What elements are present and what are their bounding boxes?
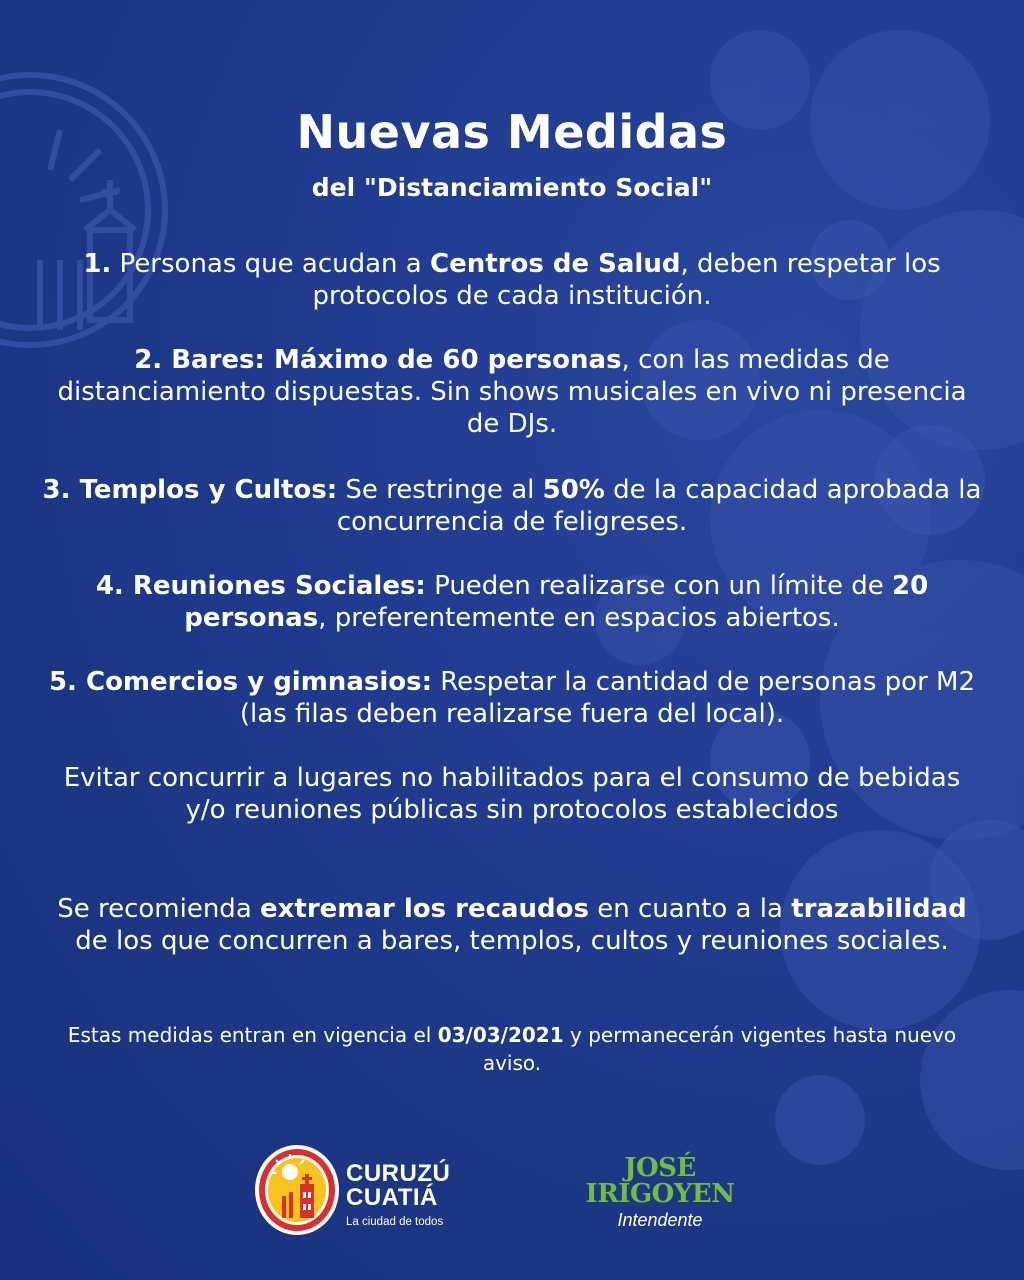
page-title: Nuevas Medidas: [296, 105, 728, 159]
measure-heading: 4. Reuniones Sociales:: [95, 571, 426, 601]
measure-item-2: [40, 344, 984, 440]
measure-highlight: 20 personas: [184, 571, 929, 633]
measure-heading: 2. Bares: Máximo de 60 personas: [134, 345, 622, 375]
recommendation-highlight: extremar los recaudos: [260, 894, 589, 924]
measure-highlight: Centros de Salud: [430, 249, 681, 279]
measure-text: Personas que acudan a: [111, 249, 430, 279]
recommendation-text: [40, 893, 984, 957]
measure-text: , con las medidas de distanciamiento dispuestas. Sin shows musicales en vivo ni presencia de DJs.: [57, 345, 967, 439]
note-part: y permanecerán vigentes hasta nuevo aviso.: [482, 1023, 957, 1075]
page-subtitle: del "Distanciamiento Social": [311, 173, 713, 202]
city-brand: [346, 1162, 450, 1230]
measure-item-3: [40, 474, 984, 538]
note-part: Estas medidas entran en vigencia el: [67, 1023, 438, 1047]
mayor-role: Intendente: [617, 1210, 703, 1230]
measure-item-4: [40, 570, 984, 634]
recommendation-part: Se recomienda: [57, 894, 261, 924]
mayor-signature: [560, 1155, 760, 1231]
measure-text: Pueden realizarse con un límite de: [425, 571, 892, 601]
city-name-line2: CUATIÁ: [346, 1184, 438, 1211]
validity-note: [60, 1021, 964, 1077]
measure-item-5: [40, 666, 984, 730]
warning-text: Evitar concurrir a lugares no habilitados para el consumo de bebidas y/o reuniones públicas sin protocolos establecidos: [63, 763, 961, 825]
measure-number: 1.: [83, 249, 112, 279]
effective-date: 03/03/2021: [437, 1023, 564, 1047]
city-name-line1: CURUZÚ: [346, 1160, 451, 1187]
recommendation-part: de los que concurren a bares, templos, cultos y reuniones sociales.: [75, 926, 949, 956]
recommendation-part: en cuanto a la: [589, 894, 792, 924]
measure-text: , deben respetar los protocolos de cada institución.: [312, 249, 941, 311]
mayor-last-name: IRIGOYEN: [585, 1179, 735, 1209]
measure-text: de la capacidad aprobada la concurrencia de feligreses.: [336, 475, 982, 537]
measure-highlight: 50%: [542, 475, 605, 505]
mayor-first-name: JOSÉ: [624, 1153, 696, 1183]
measure-text: , preferentemente en espacios abiertos.: [318, 603, 840, 633]
measure-item-1: [40, 248, 984, 312]
city-church-sun-logo-icon: [252, 1142, 342, 1238]
recommendation-highlight: trazabilidad: [791, 894, 967, 924]
measure-heading: 3. Templos y Cultos:: [42, 475, 338, 505]
city-tagline: La ciudad de todos: [346, 1216, 444, 1228]
measure-heading: 5. Comercios y gimnasios:: [48, 667, 432, 697]
measure-text: Se restringe al: [337, 475, 543, 505]
measure-text: Respetar la cantidad de personas por M2 (las filas deben realizarse fuera del local).: [239, 667, 976, 729]
